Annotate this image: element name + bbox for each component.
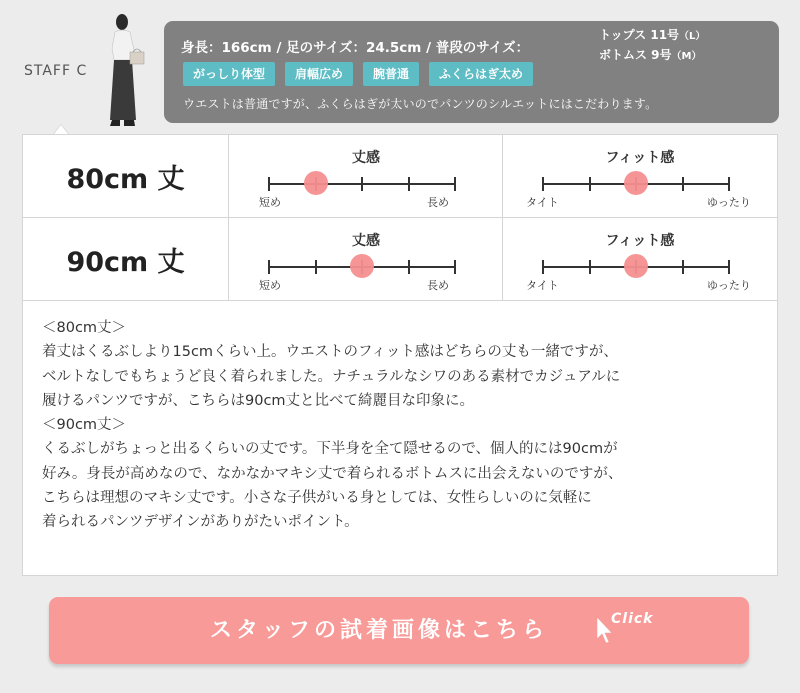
cta-label: スタッフの試着画像はこちら (209, 618, 548, 643)
length-label: 80cm 丈 (66, 163, 185, 195)
scale-tick (542, 260, 544, 274)
staff-label: STAFF C (24, 63, 88, 79)
desc-line: 着丈はくるぶしより15cmくらい上。ウエストのフィット感はどちらの丈も一緒ですが、 (42, 344, 618, 361)
desc-line: こちらは理想のマキシ丈です。小さな子供がいる身としては、女性らしいのに気軽に (42, 490, 592, 507)
scale-tick (589, 177, 591, 191)
scale-title: 丈感 (352, 233, 380, 249)
scale-title: フィット感 (605, 150, 675, 166)
scale-tick (361, 177, 363, 191)
tops-size-letter: （L） (679, 31, 706, 42)
scale-length (229, 218, 503, 300)
scale-marker (304, 171, 328, 195)
scale-tick (682, 260, 684, 274)
click-label: Click (611, 611, 654, 627)
scale-marker (624, 171, 648, 195)
staff-tryon-images-button[interactable] (49, 597, 749, 664)
tag-build: がっしり体型 (183, 62, 275, 86)
staff-measurements: 身長：166cm / 足のサイズ：24.5cm / 普段のサイズ： (181, 40, 530, 56)
tag-shoulders: 肩幅広め (285, 62, 353, 86)
bottoms-size-letter: （M） (671, 51, 702, 62)
review-description (42, 316, 762, 535)
scale-max-label: ゆったり (707, 196, 751, 209)
scale-min-label: 短め (259, 196, 281, 209)
scale-tick (728, 260, 730, 274)
desc-line: 着られるパンツデザインがありがたいポイント。 (42, 514, 359, 531)
scale-marker (624, 254, 648, 278)
fit-row-80cm (23, 135, 777, 218)
scale-tick (542, 177, 544, 191)
scale-min-label: タイト (526, 196, 559, 209)
length-label: 90cm 丈 (66, 246, 185, 278)
scale-tick (268, 177, 270, 191)
fit-review-panel (22, 134, 778, 576)
scale-track (269, 183, 455, 185)
scale-tick (682, 177, 684, 191)
scale-title: フィット感 (605, 233, 675, 249)
scale-tick (589, 260, 591, 274)
tops-size: トップス 11号 (599, 28, 680, 42)
scale-max-label: 長め (427, 196, 449, 209)
scale-title: 丈感 (352, 150, 380, 166)
scale-tick (268, 260, 270, 274)
scale-max-label: ゆったり (707, 279, 751, 292)
desc-line: 好み。身長が高めなので、なかなかマキシ丈で着られるボトムスに出会えないのですが、 (42, 465, 623, 482)
scale-tick (408, 177, 410, 191)
body-type-tags (183, 62, 533, 86)
scale-tick (408, 260, 410, 274)
scale-track (543, 183, 729, 185)
scale-fit (503, 135, 777, 217)
fit-row-90cm (23, 218, 777, 301)
staff-info-box (164, 21, 779, 123)
scale-fit (503, 218, 777, 300)
desc-line: ベルトなしでもちょうど良く着られました。ナチュラルなシワのある素材でカジュアルに (42, 368, 621, 385)
scale-tick (728, 177, 730, 191)
scale-track (269, 266, 455, 268)
desc-line: 履けるパンツですが、こちらは90cm丈と比べて綺麗目な印象に。 (42, 392, 475, 409)
scale-length (229, 135, 503, 217)
tag-arms: 腕普通 (363, 62, 419, 86)
staff-photo (108, 12, 160, 130)
scale-min-label: 短め (259, 279, 281, 292)
scale-min-label: タイト (526, 279, 559, 292)
desc-heading-90cm: ＜90cm丈＞ (42, 417, 127, 434)
desc-line: くるぶしがちょっと出るくらいの丈です。下半身を全て隠せるので、個人的には90cmが (42, 441, 618, 458)
scale-tick (454, 260, 456, 274)
scale-tick (315, 260, 317, 274)
staff-comment: ウエストは普通ですが、ふくらはぎが太いのでパンツのシルエットにはこだわります。 (183, 97, 658, 111)
bottoms-size: ボトムス 9号 (599, 48, 672, 62)
tag-calves: ふくらはぎ太め (429, 62, 533, 86)
usual-sizes (599, 26, 705, 66)
scale-max-label: 長め (427, 279, 449, 292)
panel-pointer (54, 125, 68, 134)
desc-heading-80cm: ＜80cm丈＞ (42, 320, 127, 336)
scale-tick (454, 177, 456, 191)
scale-track (543, 266, 729, 268)
scale-marker (350, 254, 374, 278)
